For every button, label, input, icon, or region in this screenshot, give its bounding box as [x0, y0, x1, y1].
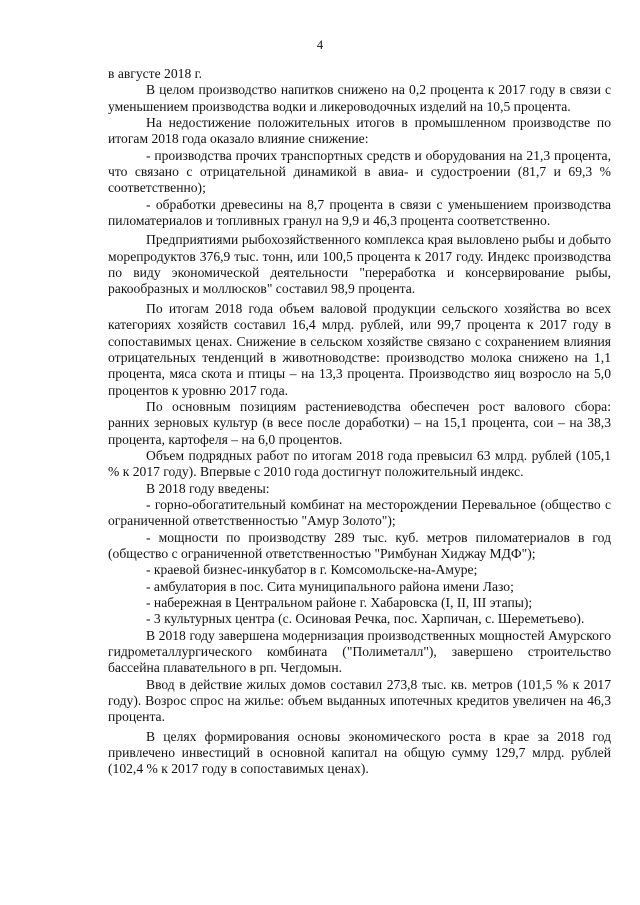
document-body	[108, 66, 611, 778]
paragraph-construction: Объем подрядных работ по итогам 2018 года превысил 63 млрд. рублей (105,1 % к 2017 году). Впервые с 2010 года достигнут положительный индекс.	[108, 447, 611, 480]
paragraph-investment: В целях формирования основы экономического роста в крае за 2018 год привлечено инвестиций в основной капитал на общую сумму 129,7 млрд. рублей (102,4 % к 2017 году в сопоставимых ценах).	[108, 728, 611, 777]
paragraph-agriculture: По итогам 2018 года объем валовой продукции сельского хозяйства во всех категориях хозяйств составил 16,4 млрд. рублей, или 99,7 процента к 2017 году в сопоставимых ценах. Снижение в сельском хозяйстве связано с сохранением влияния отрицательных тенденций в животноводстве: производство молока снижено на 1,1 процента, мяса скота и птицы – на 13,3 процента. Производство яиц возросло на 5,0 процентов к уровню 2017 года.	[108, 300, 611, 398]
paragraph-continuation: в августе 2018 г.	[108, 66, 203, 81]
paragraph-industry-decline: На недостижение положительных итогов в промышленном производстве по итогам 2018 года оказало влияние снижение:	[108, 115, 611, 147]
list-item-clinic: - амбулатория в пос. Сита муниципального района имени Лазо;	[146, 578, 514, 594]
page-number: 4	[316, 38, 324, 52]
list-item-embankment: - набережная в Центральном районе г. Хабаровска (I, II, III этапы);	[146, 595, 533, 610]
paragraph-beverages: В целом производство напитков снижено на 0,2 процента к 2017 году в связи с уменьшением производства водки и ликероводочных изделий на 10,5 процента.	[108, 82, 611, 114]
list-item-wood: - обработки древесины на 8,7 процента в связи с уменьшением производства пиломатериалов и топливных гранул на 9,9 и 46,3 процента соответственно.	[108, 196, 611, 229]
list-item-transport: - производства прочих транспортных средств и оборудования на 21,3 процента, что связано с отрицательной динамикой в авиа- и судостроении (81,7 и 69,3 % соответственно);	[108, 147, 611, 196]
list-item-business-incubator: - краевой бизнес-инкубатор в г. Комсомольске-на-Амуре;	[146, 562, 478, 578]
paragraph-fishery: Предприятиями рыбохозяйственного комплекса края выловлено рыбы и добыто морепродуктов 376,9 тыс. тонн, или 100,5 процента к 2017 году. Индекс производства по виду экономической деятельности "переработка и консервирование рыбы, ракообразных и моллюсков" составил 98,9 процента.	[108, 232, 611, 297]
paragraph-commissioned-intro: В 2018 году введены:	[146, 480, 270, 496]
paragraph-crops: По основным позициям растениеводства обеспечен рост валового сбора: ранних зерновых культур (в весе после доработки) – на 15,1 процента, сои – на 38,3 процента, картофеля – на 6,0 процентов.	[108, 398, 611, 447]
list-item-mining-plant: - горно-обогатительный комбинат на месторождении Перевальное (общество с ограниченной ответственностью "Амур Золото");	[108, 496, 611, 529]
list-item-cultural-centers: - 3 культурных центра (с. Осиновая Речка, пос. Харпичан, с. Шереметьево).	[146, 611, 585, 627]
list-item-lumber: - мощности по производству 289 тыс. куб. метров пиломатериалов в год (общество с ограниченной ответственностью "Римбунан Хиджау МДФ");	[108, 529, 611, 561]
paragraph-housing: Ввод в действие жилых домов составил 273,8 тыс. кв. метров (101,5 % к 2017 году). Возрос спрос на жилье: объем выданных ипотечных кредитов увеличен на 46,3 процента.	[108, 676, 611, 725]
paragraph-modernization: В 2018 году завершена модернизация производственных мощностей Амурского гидрометаллургического комбината ("Полиметалл"), завершено строительство бассейна плавательного в рп. Чегдомын.	[108, 627, 611, 676]
